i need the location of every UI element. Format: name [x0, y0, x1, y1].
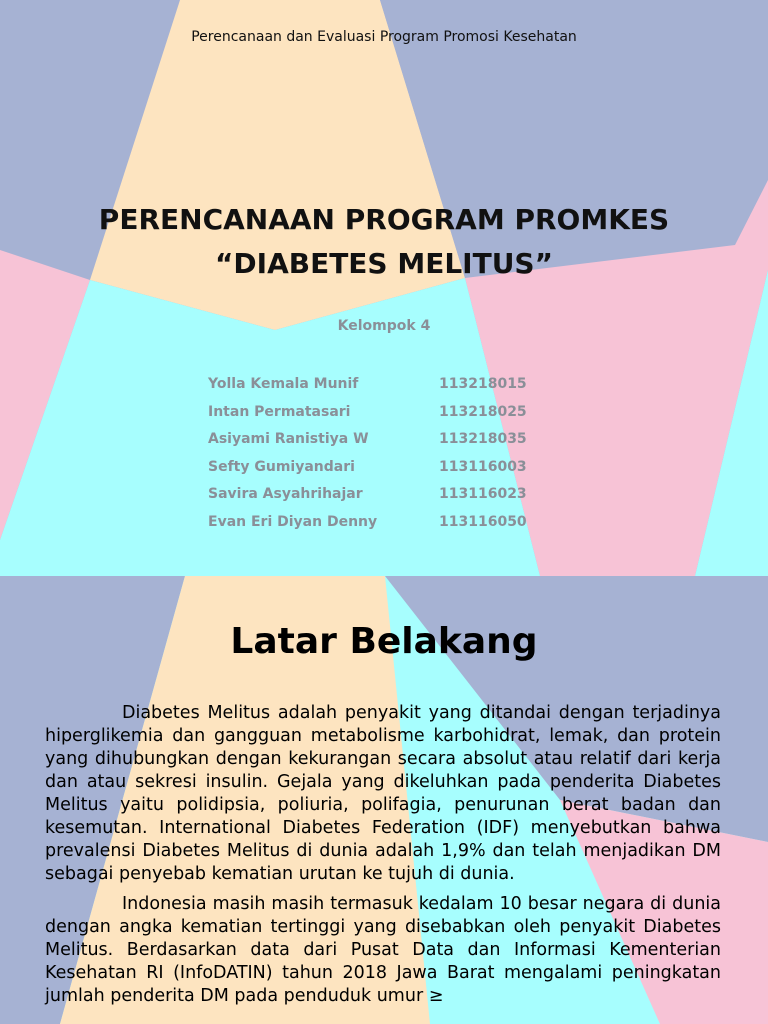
slide-title — [0, 198, 768, 286]
paragraph: Indonesia masih masih termasuk kedalam 10 besar negara di dunia dengan angka kematian tertinggi yang disebabkan oleh penyakit Diabetes Melitus. Berdasarkan data dari Pusat Data dan Informasi Kementerian Kesehatan RI (InfoDATIN) tahun 2018 Jawa Barat mengalami peningkatan jumlah penderita DM pada penduduk umur ≥ — [45, 894, 721, 1006]
member-row — [208, 455, 568, 483]
member-nim: 113218035 — [439, 431, 527, 448]
member-nim: 113116003 — [439, 458, 527, 475]
member-list — [208, 372, 568, 538]
member-nim: 113218015 — [439, 376, 527, 392]
member-name: Yolla Kemala Munif — [208, 376, 359, 392]
member-nim: 113116023 — [439, 486, 527, 503]
course-header: Perencanaan dan Evaluasi Program Promosi Kesehatan — [191, 29, 577, 45]
title-line-2: “DIABETES MELITUS” — [215, 247, 553, 280]
member-row — [208, 372, 568, 400]
body-text — [45, 702, 721, 1015]
slide-heading: Latar Belakang — [230, 621, 538, 662]
group-label: Kelompok 4 — [337, 318, 431, 334]
member-nim: 113218025 — [439, 403, 527, 420]
paragraph: Diabetes Melitus adalah penyakit yang ditandai dengan terjadinya hiperglikemia dan gangguan metabolisme karbohidrat, lemak, dan protein yang dihubungkan dengan kekurangan secara absolut atau relatif dari kerja dan atau sekresi insulin. Gejala yang dikeluhkan pada penderita Diabetes Melitus yaitu polidipsia, poliuria, polifagia, penurunan berat badan dan kesemutan. International Diabetes Federation (IDF) menyebutkan bahwa prevalensi Diabetes Melitus di dunia adalah 1,9% dan telah menjadikan DM sebagai penyebab kematian urutan ke tujuh di dunia. — [45, 703, 721, 884]
member-name: Intan Permatasari — [208, 403, 351, 420]
member-name: Asiyami Ranistiya W — [208, 431, 369, 448]
member-name: Savira Asyahrihajar — [208, 486, 363, 503]
member-name: Evan Eri Diyan Denny — [208, 513, 378, 530]
title-line-1: PERENCANAAN PROGRAM PROMKES — [98, 203, 670, 236]
member-row — [208, 400, 568, 428]
member-row — [208, 482, 568, 510]
member-row — [208, 510, 568, 538]
member-name: Sefty Gumiyandari — [208, 458, 355, 475]
member-nim: 113116050 — [439, 513, 527, 530]
member-row — [208, 427, 568, 455]
background-slide — [0, 576, 768, 1024]
